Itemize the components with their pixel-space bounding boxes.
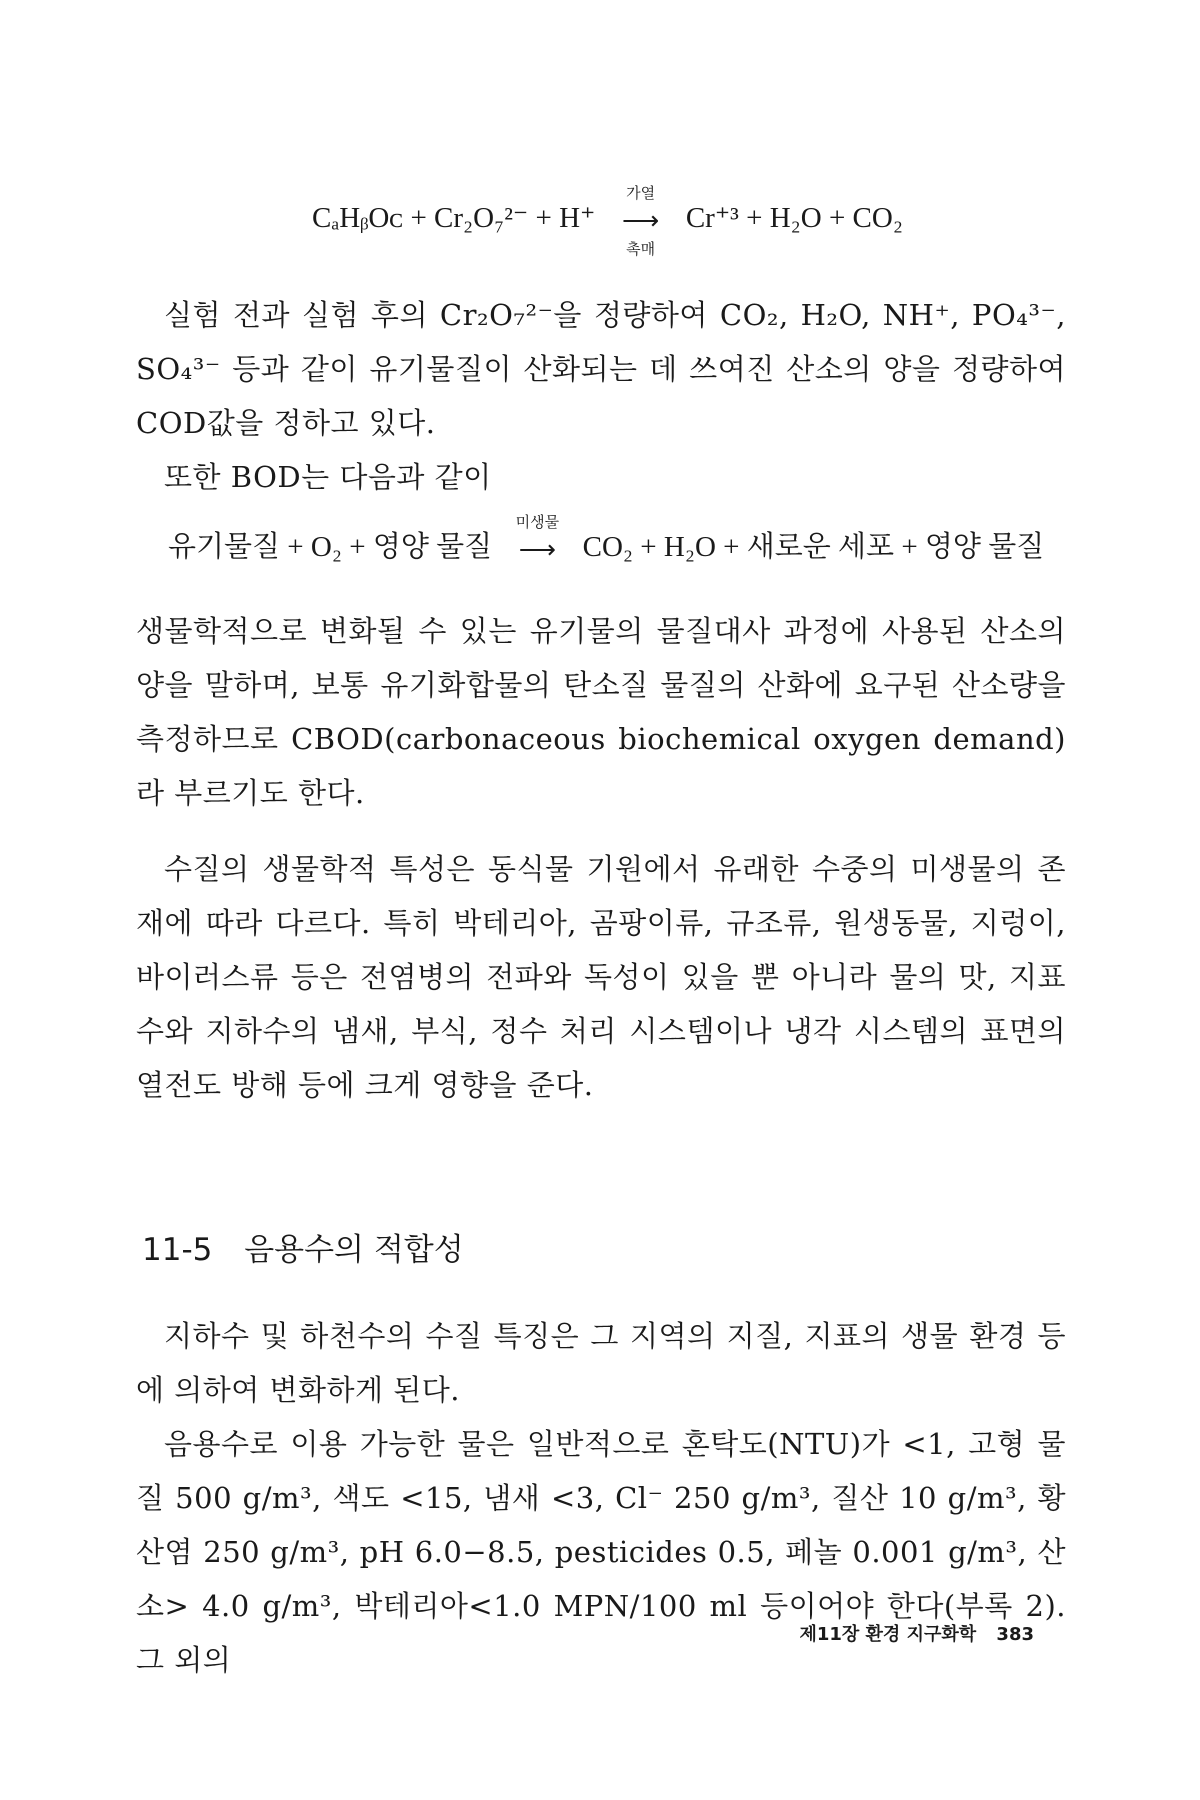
paragraph-water-quality: 지하수 및 하천수의 수질 특징은 그 지역의 지질, 지표의 생물 환경 등에 의하여 변화하게 된다.	[136, 1319, 1066, 1407]
arrow-condition-above: 미생물	[515, 512, 560, 531]
cod-reaction-equation	[136, 183, 1066, 288]
footer-chapter: 제11장 환경 지구화학	[799, 1624, 977, 1645]
reaction-arrow	[509, 512, 565, 566]
page-content	[136, 183, 1066, 1687]
paragraph-drinking-water: 음용수로 이용 가능한 물은 일반적으로 혼탁도(NTU)가 <1, 고형 물질 500 g/m³, 색도 <15, 냄새 <3, Cl⁻ 250 g/m³, 질산 10 g/m³, 황산염 250 g/m³, pH 6.0−8.5, pesticides 0.5, 페놀 0.001 g/m³, 산소> 4.0 g/m³, 박테리아<1.0 MPN/100 ml 등이어야 한다(부록 2). 그 외의	[136, 1427, 1066, 1677]
arrow-condition-above: 가열	[626, 183, 656, 202]
arrow-icon: ⟶	[518, 534, 557, 564]
equation-products: CO₂ + H₂O + 새로운 세포 + 영양 물질	[582, 531, 1045, 563]
paragraph-bod-intro: 또한 BOD는 다음과 같이	[164, 460, 492, 494]
section-heading	[136, 1224, 1066, 1269]
equation-reactants: 유기물질 + O₂ + 영양 물질	[168, 531, 493, 563]
bod-reaction-equation	[136, 512, 1066, 604]
arrow-icon: ⟶	[621, 205, 660, 235]
page-number: 383	[996, 1624, 1034, 1645]
equation-reactants: CₐHᵦOᴄ + Cr₂O₇²⁻ + H⁺	[312, 202, 596, 234]
paragraph-cod: 실험 전과 실험 후의 Cr₂O₇²⁻을 정량하여 CO₂, H₂O, NH⁺, PO₄³⁻, SO₄³⁻ 등과 같이 유기물질이 산화되는 데 쓰여진 산소의 양을 정량하여 COD값을 정하고 있다.	[136, 298, 1066, 440]
reaction-arrow	[613, 183, 669, 258]
paragraph-biological: 수질의 생물학적 특성은 동식물 기원에서 유래한 수중의 미생물의 존재에 따라 다르다. 특히 박테리아, 곰팡이류, 규조류, 원생동물, 지렁이, 바이러스류 등은 전염병의 전파와 독성이 있을 뿐 아니라 물의 맛, 지표수와 지하수의 냄새, 부식, 정수 처리 시스템이나 냉각 시스템의 표면의 열전도 방해 등에 크게 영향을 준다.	[136, 852, 1066, 1102]
section-number: 11-5	[142, 1232, 213, 1268]
section-title: 음용수의 적합성	[244, 1232, 464, 1268]
paragraph-cbod: 생물학적으로 변화될 수 있는 유기물의 물질대사 과정에 사용된 산소의 양을 말하며, 보통 유기화합물의 탄소질 물질의 산화에 요구된 산소량을 측정하므로 CBOD(carbonaceous biochemical oxygen demand)라 부르기도 한다.	[136, 614, 1066, 810]
arrow-condition-below: 촉매	[626, 239, 656, 258]
equation-products: Cr⁺³ + H₂O + CO₂	[685, 202, 903, 234]
page-footer	[799, 1620, 1034, 1646]
